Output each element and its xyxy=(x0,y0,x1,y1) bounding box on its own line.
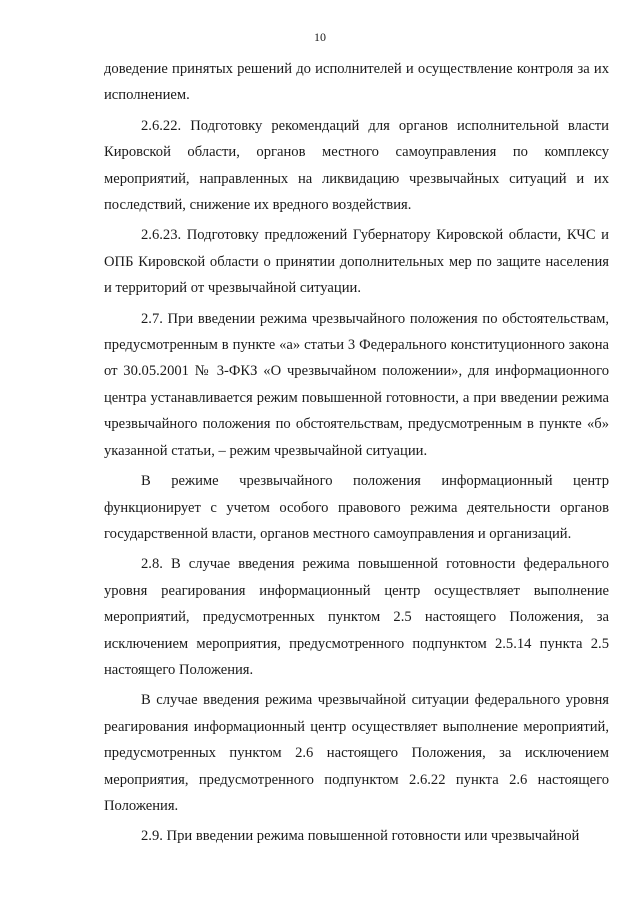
paragraph-federal-emergency: В случае введения режима чрезвычайной ситуации федерального уровня реагирования информационный центр осуществляет выполнение мероприятий, предусмотренных пунктом 2.6 настоящего Положения, за исключением мероприятия, предусмотренного подпунктом 2.6.22 пункта 2.6 настоящего Положения. xyxy=(104,692,609,814)
paragraph-2-9: 2.9. При введении режима повышенной готовности или чрезвычайной xyxy=(141,828,580,845)
paragraph-2-8: 2.8. В случае введения режима повышенной готовности федерального уровня реагирования информационный центр осуществляет выполнение мероприятий, предусмотренных пунктом 2.5 настоящего Положения, за исключением мероприятия, предусмотренного подпунктом 2.5.14 пункта 2.5 настоящего Положения. xyxy=(104,556,609,678)
paragraph-2-6-22: 2.6.22. Подготовку рекомендаций для органов исполнительной власти Кировской области, органов местного самоуправления по комплексу мероприятий, направленных на ликвидацию чрезвычайных ситуаций и их последствий, снижение их вредного воздействия. xyxy=(104,117,609,214)
paragraph-emergency-regime: В режиме чрезвычайного положения информационный центр функционирует с учетом особого правового режима деятельности органов государственной власти, органов местного самоуправления и организаций. xyxy=(104,473,609,542)
paragraph-2-7: 2.7. При введении режима чрезвычайного положения по обстоятельствам, предусмотренным в пункте «а» статьи 3 Федерального конституционного закона от 30.05.2001 № 3-ФКЗ «О чрезвычайном положении», для информационного центра устанавливается режим повышенной готовности, а при введении режима чрезвычайного положения по обстоятельствам, предусмотренным в пункте «б» указанной статьи, – режим чрезвычайной ситуации. xyxy=(104,310,609,459)
page-number: 10 xyxy=(314,30,326,44)
paragraph-continuation: доведение принятых решений до исполнителей и осуществление контроля за их исполнением. xyxy=(104,61,609,104)
document-body xyxy=(104,56,609,854)
paragraph-2-6-23: 2.6.23. Подготовку предложений Губернатору Кировской области, КЧС и ОПБ Кировской области о принятии дополнительных мер по защите населения и территорий от чрезвычайной ситуации. xyxy=(104,227,609,297)
